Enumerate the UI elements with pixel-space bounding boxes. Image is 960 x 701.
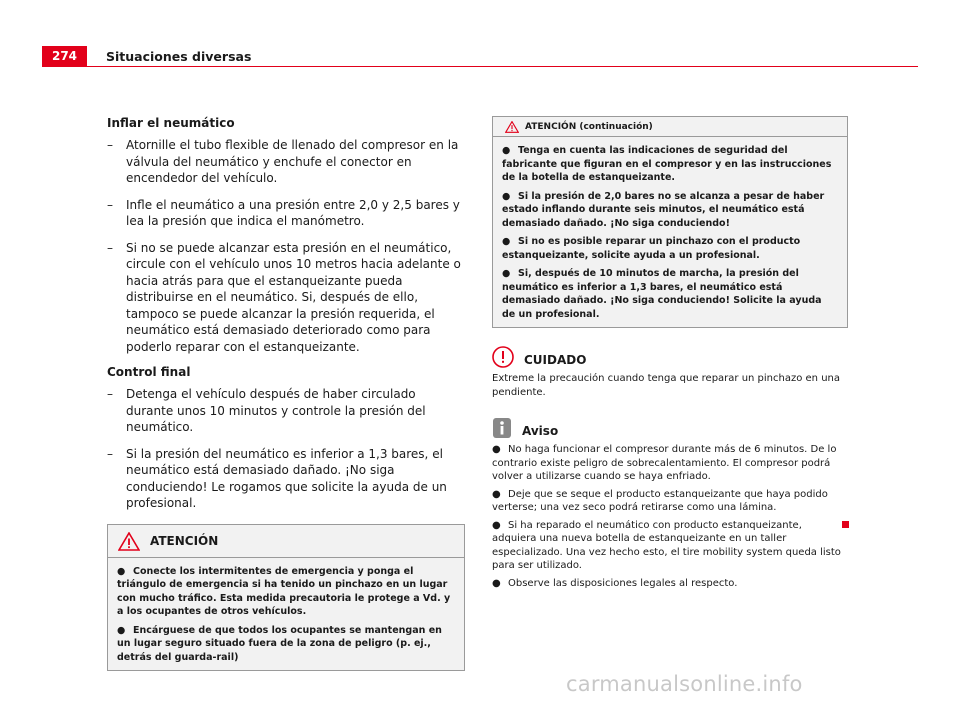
warning-box bbox=[107, 524, 465, 672]
list-item: – Si la presión del neumático es inferior a 1,3 bares, el neumático está demasiado dañado. ¡No siga conduciendo! Le rogamos que solicite la ayuda de un profesional. bbox=[107, 446, 447, 510]
left-column bbox=[107, 116, 465, 671]
note-header bbox=[492, 417, 848, 439]
list-item: ● Si, después de 10 minutos de marcha, la presión del neumático es inferior a 1,3 bares, el neumático está demasiado dañado. ¡No siga conduciendo! Solicite la ayuda de un profesional. bbox=[502, 268, 822, 320]
warning-header bbox=[108, 525, 464, 558]
list-item: ● Deje que se seque el producto estanqueizante que haya podido verterse; una vez seco podrá retirarse como una lámina. bbox=[492, 488, 828, 513]
list-item: ● Si no es posible reparar un pinchazo con el producto estanqueizante, solicite ayuda a un profesional. bbox=[502, 236, 801, 261]
page-number: 274 bbox=[42, 46, 87, 66]
list-item: ● Encárguese de que todos los ocupantes se mantengan en un lugar seguro situado fuera de la zona de peligro (p. ej., detrás del guarda-rail) bbox=[117, 624, 442, 663]
warning-triangle-icon bbox=[505, 121, 519, 133]
note-title: Aviso bbox=[522, 424, 559, 438]
warning-continued-box bbox=[492, 116, 848, 328]
header-divider bbox=[42, 66, 918, 67]
warning-triangle-icon bbox=[118, 532, 140, 551]
list-item: ● No haga funcionar el compresor durante más de 6 minutos. De lo contrario existe peligro de sobrecalentamiento. El compresor podrá volver a utilizarse cuando se haya enfriado. bbox=[492, 444, 837, 482]
warning-continued-header bbox=[493, 117, 847, 137]
list-item: – Si no se puede alcanzar esta presión en el neumático, circule con el vehículo unos 10 metros hacia adelante o hacia atrás para que el estanqueizante pueda distribuirse en el neumático. Si, después de ello, tampoco se puede alcanzar la presión requerida, el neumático está demasiado deteriorado como para poderlo reparar con el estanqueizante. bbox=[107, 240, 461, 354]
warning-continued-title: ATENCIÓN (continuación) bbox=[525, 122, 653, 132]
section-title: Situaciones diversas bbox=[106, 49, 252, 64]
caution-text: Extreme la precaución cuando tenga que reparar un pinchazo en una pendiente. bbox=[492, 373, 841, 398]
list-item: ● Si la presión de 2,0 bares no se alcanza a pesar de haber estado inflando durante seis minutos, el neumático está demasiado dañado. ¡No siga conduciendo! bbox=[502, 190, 825, 229]
exclamation-circle-icon bbox=[492, 346, 514, 368]
inflate-heading: Inflar el neumático bbox=[107, 116, 235, 130]
watermark: carmanualsonline.info bbox=[566, 672, 803, 696]
final-check-heading: Control final bbox=[107, 365, 191, 379]
list-item: – Infle el neumático a una presión entre 2,0 y 2,5 bares y lea la presión que indica el manómetro. bbox=[107, 197, 460, 228]
caution-title: CUIDADO bbox=[524, 353, 587, 367]
list-item: ● Observe las disposiciones legales al respecto. bbox=[492, 577, 738, 589]
info-note-icon bbox=[492, 417, 512, 439]
list-item: – Atornille el tubo flexible de llenado del compresor en la válvula del neumático y enchufe el conector en encendedor del vehículo. bbox=[107, 138, 459, 185]
list-item: ● Si ha reparado el neumático con producto estanqueizante, adquiera una nueva botella de estanqueizante en un taller especializado. Una vez hecho esto, el tire mobility system queda listo para ser utilizado. bbox=[492, 519, 841, 571]
section-end-marker bbox=[842, 521, 849, 528]
right-column bbox=[492, 116, 848, 590]
list-item: ● Tenga en cuenta las indicaciones de seguridad del fabricante que figuran en el compresor y en las instrucciones de la botella de estanqueizante. bbox=[502, 145, 832, 183]
list-item: ● Conecte los intermitentes de emergencia y ponga el triángulo de emergencia si ha tenido un pinchazo en un lugar con mucho tráfico. Esta medida precautoria le protege a Vd. y a los ocupantes de otros vehículos. bbox=[117, 565, 451, 617]
list-item: – Detenga el vehículo después de haber circulado durante unos 10 minutos y controle la presión del neumático. bbox=[107, 387, 426, 434]
caution-header bbox=[492, 346, 848, 368]
warning-title: ATENCIÓN bbox=[150, 534, 219, 548]
